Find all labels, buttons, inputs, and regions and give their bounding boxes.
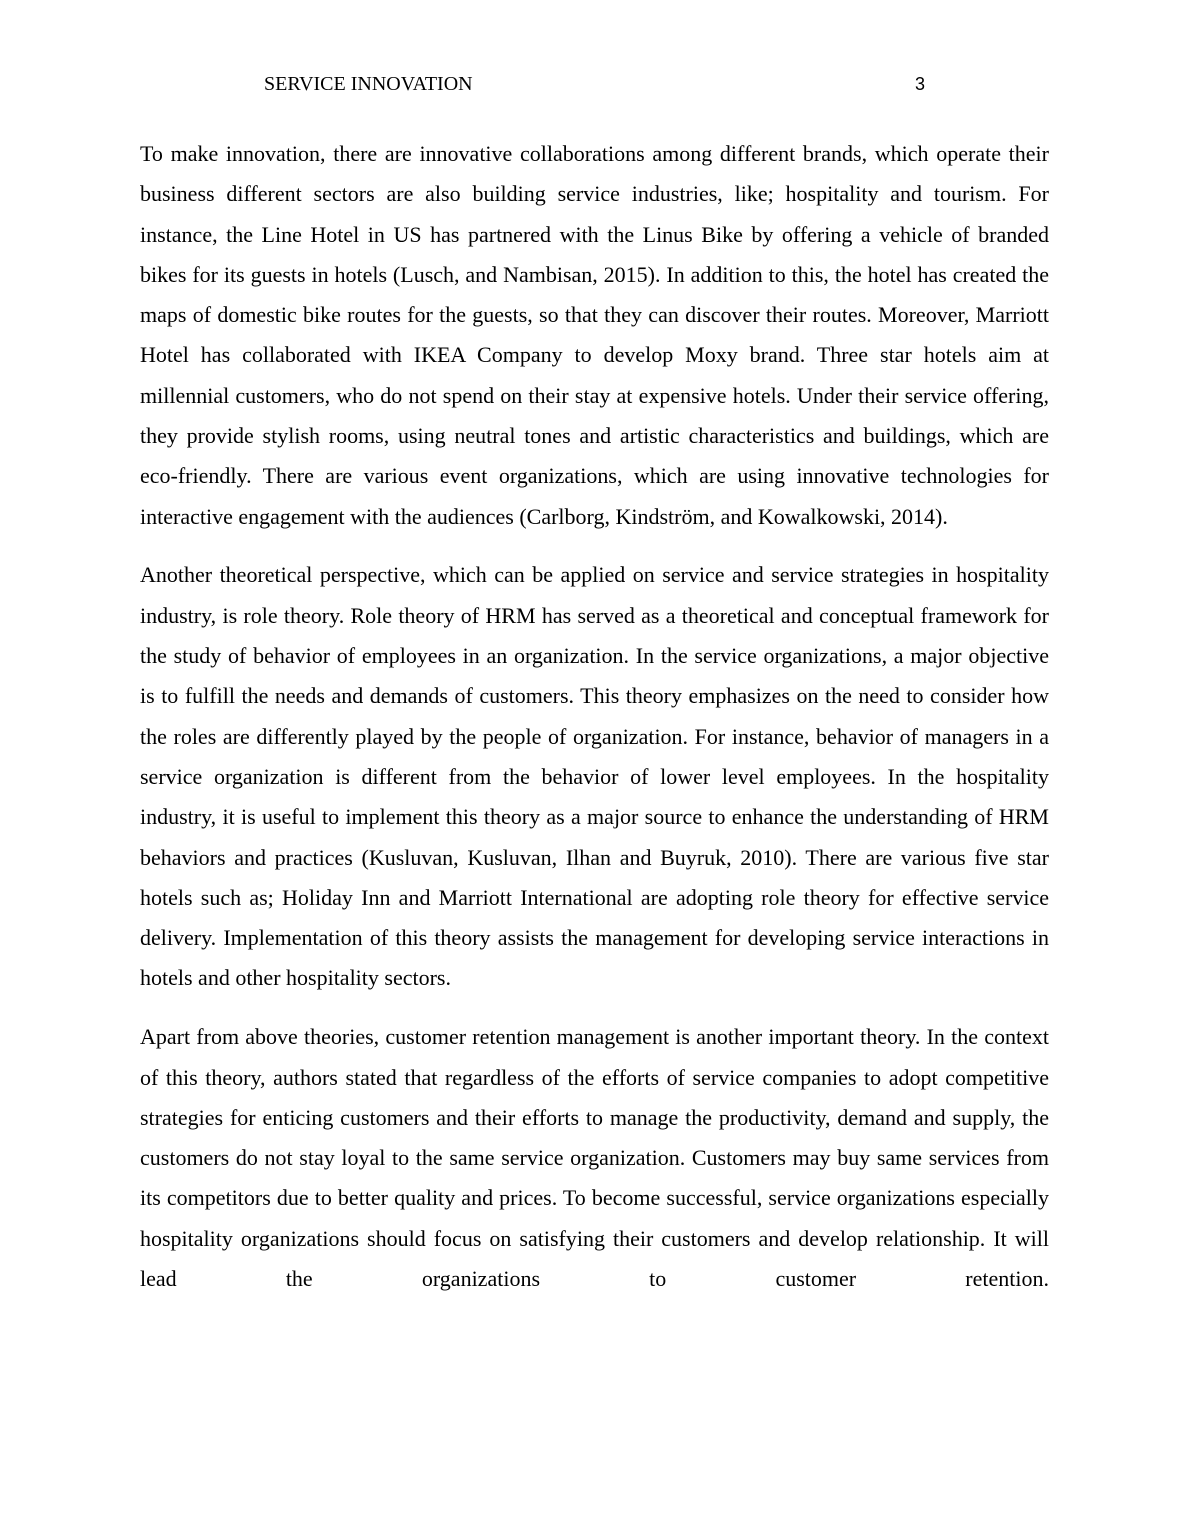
paragraph-collaborations: To make innovation, there are innovative collaborations among different brands, which operate their business different sectors are also building service industries, like; hospitality and tourism. For instance, the Line Hotel in US has partnered with the Linus Bike by offering a vehicle of branded bikes for its guests in hotels (Lusch, and Nambisan, 2015). In addition to this, the hotel has created the maps of domestic bike routes for the guests, so that they can discover their routes. Moreover, Marriott Hotel has collaborated with IKEA Company to develop Moxy brand. Three star hotels aim at millennial customers, who do not spend on their stay at expensive hotels. Under their service offering, they provide stylish rooms, using neutral tones and artistic characteristics and buildings, which are eco-friendly. There are various event organizations, which are using innovative technologies for interactive engagement with the audiences (Carlborg, Kindström, and Kowalkowski, 2014). (140, 141, 1049, 529)
paragraph-role-theory: Another theoretical perspective, which can be applied on service and service strategies in hospitality industry, is role theory. Role theory of HRM has served as a theoretical and conceptual framework for the study of behavior of employees in an organization. In the service organizations, a major objective is to fulfill the needs and demands of customers. This theory emphasizes on the need to consider how the roles are differently played by the people of organization. For instance, behavior of managers in a service organization is different from the behavior of lower level employees. In the hospitality industry, it is useful to implement this theory as a major source to enhance the understanding of HRM behaviors and practices (Kusluvan, Kusluvan, Ilhan and Buyruk, 2010). There are various five star hotels such as; Holiday Inn and Marriott International are adopting role theory for effective service delivery. Implementation of this theory assists the management for developing service interactions in hotels and other hospitality sectors. (140, 562, 1049, 991)
paragraph-customer-retention: Apart from above theories, customer retention management is another important theory. In the context of this theory, authors stated that regardless of the efforts of service companies to adopt competitive strategies for enticing customers and their efforts to manage the productivity, demand and supply, the customers do not stay loyal to the same service organization. Customers may buy same services from its competitors due to better quality and prices. To become successful, service organizations especially hospitality organizations should focus on satisfying their customers and develop relationship. It will lead the organizations to customer retention. (140, 1024, 1049, 1292)
document-body (140, 134, 1049, 1299)
page-number: 3 (915, 74, 926, 94)
running-head: SERVICE INNOVATION (264, 73, 473, 95)
